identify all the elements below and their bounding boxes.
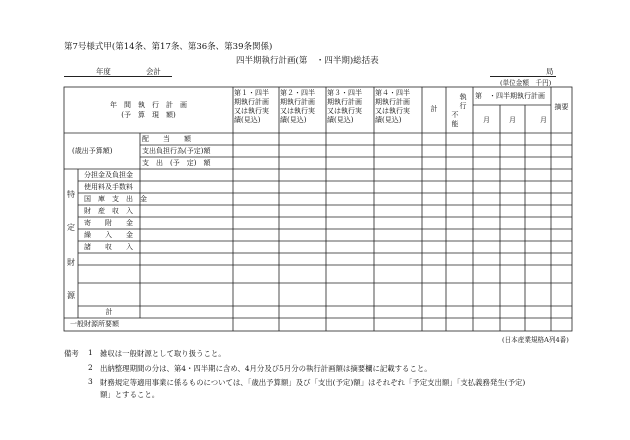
tokutei-char-2: 定 xyxy=(67,223,75,232)
form-title: 四半期執行計画(第 ・四半期)総括表 xyxy=(236,56,379,66)
row-kei: 計 xyxy=(105,308,113,316)
header-budget-amount: (予 算 現 額) xyxy=(121,111,176,119)
header-next-quarter: 第 ・四半期執行計画 xyxy=(475,92,545,100)
row-shoshunyu: 諸 収 入 xyxy=(84,243,133,251)
row-ippan-zaigen: 一般財源所要額 xyxy=(70,320,119,328)
saishutsu-label: (歳出予算額) xyxy=(72,147,113,155)
header-tekiyo: 摘要 xyxy=(554,103,569,111)
row-kuriire: 繰 入 金 xyxy=(84,231,133,239)
row-shishutsu: 支 出 (予 定) 額 xyxy=(142,159,211,167)
row-shiyoryo: 使用料及手数料 xyxy=(84,183,133,191)
biko-label: 備考 xyxy=(64,349,79,358)
header-kei: 計 xyxy=(430,105,438,113)
form-number: 第7号様式甲(第14条、第17条、第36条、第39条関係) xyxy=(64,42,273,52)
header-month-1: 月 xyxy=(483,116,490,124)
header-month-3: 月 xyxy=(540,116,547,124)
paper-standard: (日本産業規格A列4番) xyxy=(502,336,569,344)
row-buntankin: 分担金及負担金 xyxy=(84,171,133,179)
row-haito: 配 当 額 xyxy=(142,135,191,143)
header-annual-plan: 年 間 執 行 計 画 xyxy=(110,101,187,109)
nendo-label: 年度 xyxy=(96,67,111,76)
row-kokko: 国 庫 支 出 金 xyxy=(84,195,147,203)
unit-label: (単位金額 千円) xyxy=(500,79,552,87)
kyoku-label: 局 xyxy=(546,67,554,76)
row-futan-koi: 支出負担行為(予定)額 xyxy=(142,147,211,155)
kaikei-label: 会計 xyxy=(146,67,161,76)
row-kifukin: 寄 附 金 xyxy=(84,219,133,227)
row-zaisan: 財 産 収 入 xyxy=(84,207,133,215)
tokutei-char-3: 財 xyxy=(67,258,75,267)
tokutei-char-1: 特 xyxy=(67,190,75,199)
tokutei-char-4: 源 xyxy=(67,291,75,300)
header-month-2: 月 xyxy=(509,116,516,124)
